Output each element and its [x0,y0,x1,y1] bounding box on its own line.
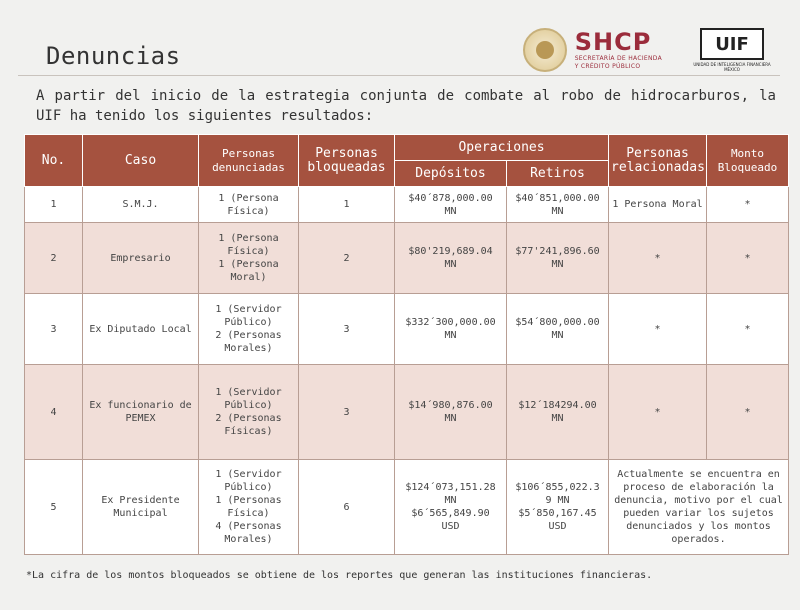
cell-relacionadas: * [609,223,707,294]
cell-monto: * [707,187,789,223]
cell-bloqueadas: 3 [299,294,395,365]
shcp-logo-sub1: SECRETARÍA DE HACIENDA [574,55,662,62]
cell-bloqueadas: 1 [299,187,395,223]
cell-retiros: $106´855,022.3 9 MN $5´850,167.45 USD [507,460,609,555]
cell-relacionadas: 1 Persona Moral [609,187,707,223]
cell-caso: Ex Presidente Municipal [83,460,199,555]
cell-caso: Empresario [83,223,199,294]
shcp-logo [575,29,662,71]
mexico-seal-icon [523,28,567,72]
cell-no: 4 [25,365,83,460]
header-depositos: Depósitos [395,161,507,187]
cell-no: 2 [25,223,83,294]
cell-retiros: $12´184294.00 MN [507,365,609,460]
cell-denunciadas: 1 (Servidor Público) 2 (Personas Morales) [199,294,299,365]
cell-denunciadas: 1 (Persona Física) [199,187,299,223]
page-title: Denuncias [46,42,181,70]
header-bloqueadas: Personas bloqueadas [299,135,395,187]
cell-depositos: $332´300,000.00 MN [395,294,507,365]
cell-relacionadas: * [609,365,707,460]
cell-monto: * [707,223,789,294]
cell-relacionadas: * [609,294,707,365]
cell-bloqueadas: 6 [299,460,395,555]
cell-note: Actualmente se encuentra en proceso de elaboración la denuncia, motivo por el cual pueden variar los sujetos denunciados y los montos operados. [609,460,789,555]
header-logos [523,28,772,72]
cell-denunciadas: 1 (Servidor Público) 2 (Personas Físicas) [199,365,299,460]
header-relacionadas: Personas relacionadas [609,135,707,187]
cell-caso: Ex Diputado Local [83,294,199,365]
shcp-logo-sub2: Y CRÉDITO PÚBLICO [574,63,641,70]
cell-bloqueadas: 2 [299,223,395,294]
uif-logo-mark: UIF [700,28,764,60]
cell-monto: * [707,365,789,460]
header-caso: Caso [83,135,199,187]
table-row [25,294,789,365]
cell-denunciadas: 1 (Persona Física) 1 (Persona Moral) [199,223,299,294]
uif-logo-sub: UNIDAD DE INTELIGENCIA FINANCIERA MÉXICO [693,62,771,72]
cell-depositos: $14´980,876.00 MN [395,365,507,460]
header-no: No. [25,135,83,187]
footnote: *La cifra de los montos bloqueados se obtiene de los reportes que generan las instituciones financieras. [26,570,653,581]
table-row [25,187,789,223]
title-divider [18,75,780,76]
cell-caso: S.M.J. [83,187,199,223]
cell-retiros: $40´851,000.00 MN [507,187,609,223]
header-denunciadas: Personas denunciadas [199,135,299,187]
denuncias-table [24,134,789,555]
table-row [25,460,789,555]
shcp-logo-name: SHCP [574,28,652,56]
cell-no: 3 [25,294,83,365]
header-operaciones: Operaciones [395,135,609,161]
cell-denunciadas: 1 (Servidor Público) 1 (Personas Física) 4 (Personas Morales) [199,460,299,555]
uif-logo [692,28,772,72]
cell-no: 5 [25,460,83,555]
cell-retiros: $54´800,000.00 MN [507,294,609,365]
table-row [25,223,789,294]
table-row [25,365,789,460]
cell-depositos: $80'219,689.04 MN [395,223,507,294]
cell-bloqueadas: 3 [299,365,395,460]
cell-depositos: $124´073,151.28 MN $6´565,849.90 USD [395,460,507,555]
header-monto: Monto Bloqueado [707,135,789,187]
cell-monto: * [707,294,789,365]
cell-no: 1 [25,187,83,223]
intro-text: A partir del inicio de la estrategia conjunta de combate al robo de hidrocarburos, la UIF ha tenido los siguientes resultados: [36,88,776,124]
cell-depositos: $40´878,000.00 MN [395,187,507,223]
cell-retiros: $77'241,896.60 MN [507,223,609,294]
cell-caso: Ex funcionario de PEMEX [83,365,199,460]
header-retiros: Retiros [507,161,609,187]
